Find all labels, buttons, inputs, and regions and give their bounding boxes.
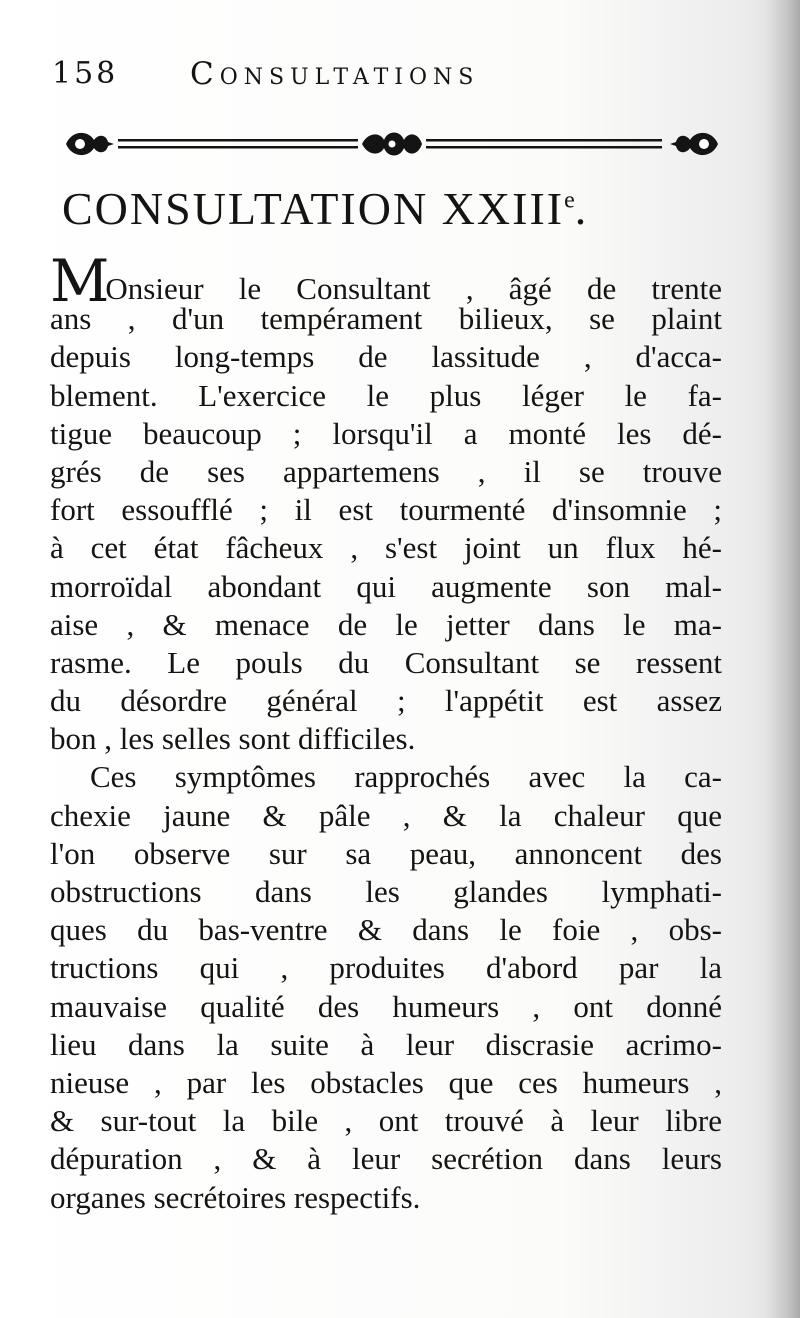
text-line: lieu dans la suite à leur discrasie acrimo- [50, 1026, 722, 1062]
text-line: ques du bas-ventre & dans le foie , obs- [50, 912, 722, 948]
text-line: Onsieur le Consultant , âgé de trente [105, 271, 722, 306]
text-line: fort essoufflé ; il est tourmenté d'insomnie ; [50, 492, 722, 528]
text-line: morroïdal abondant qui augmente son mal- [50, 568, 722, 604]
text-line: depuis long-temps de lassitude , d'acca- [50, 339, 722, 375]
paragraph-1 [50, 247, 722, 758]
text-line: chexie jaune & pâle , & la chaleur que [50, 797, 722, 833]
text-line: tructions qui , produites d'abord par la [50, 950, 722, 986]
text-line: aise , & menace de le jetter dans le ma- [50, 606, 722, 642]
text-line: bon , les selles sont difficiles. [50, 721, 416, 757]
body-text [50, 247, 722, 1217]
heading-title: CONSULTATION XXIII [62, 183, 565, 234]
text-line: nieuse , par les obstacles que ces humeurs , [50, 1064, 722, 1100]
gutter-shadow [766, 0, 800, 1318]
text-line: & sur-tout la bile , ont trouvé à leur libre [50, 1103, 722, 1139]
ornamental-rule [62, 124, 722, 164]
text-line: l'on observe sur sa peau, annoncent des [50, 835, 722, 871]
text-line: dépuration , & à leur secrétion dans leurs [50, 1141, 722, 1177]
text-line: Ces symptômes rapprochés avec la ca- [90, 759, 722, 795]
text-line: obstructions dans les glandes lymphati- [50, 874, 722, 909]
text-line: du désordre général ; l'appétit est assez [50, 683, 722, 719]
heading-superscript: e [564, 187, 575, 214]
running-title: Consultations [190, 56, 480, 92]
page-number: 158 [52, 56, 119, 91]
heading-period: . [574, 183, 589, 234]
drop-cap: M [50, 247, 110, 315]
ornament-divider-icon [62, 124, 722, 164]
consultation-heading [62, 182, 742, 242]
text-line: ans , d'un tempérament bilieux, se plaint [50, 301, 722, 337]
text-line: grés de ses appartemens , il se trouve [50, 453, 722, 489]
running-head [52, 48, 752, 98]
first-line [50, 247, 722, 315]
text-line: mauvaise qualité des humeurs , ont donné [50, 988, 722, 1024]
text-line: tigue beaucoup ; lorsqu'il a monté les dé- [50, 415, 722, 451]
text-line: blement. L'exercice le plus léger le fa- [50, 377, 722, 413]
text-line: rasme. Le pouls du Consultant se ressent [50, 644, 722, 680]
text-line: organes secrétoires respectifs. [50, 1179, 421, 1215]
text-line: à cet état fâcheux , s'est joint un flux hé- [50, 530, 722, 566]
paragraph-2 [50, 758, 722, 1216]
